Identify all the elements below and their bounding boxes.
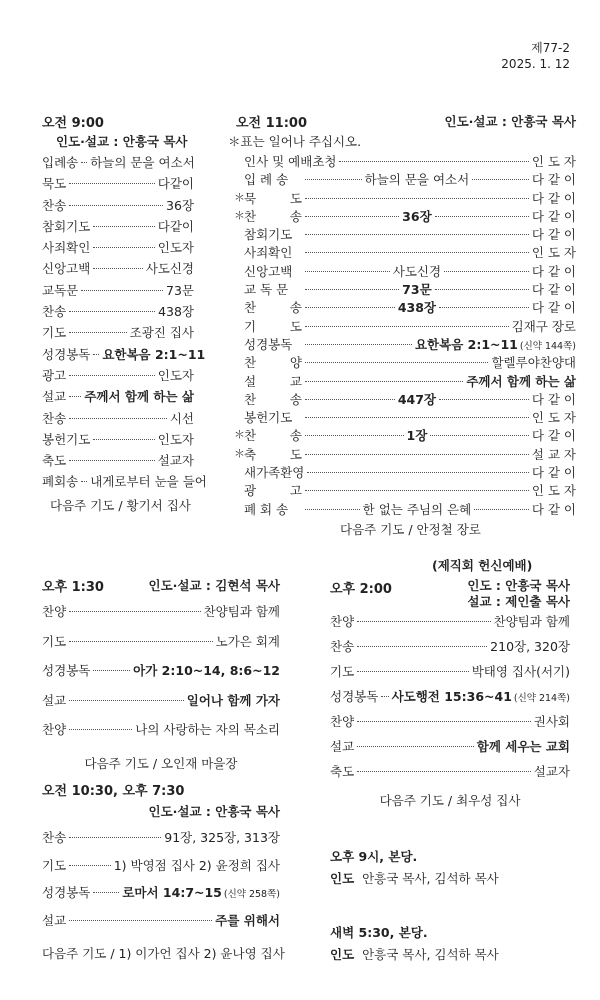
order-item bbox=[234, 445, 576, 463]
order-item bbox=[330, 662, 570, 687]
dotted-leader bbox=[69, 396, 81, 397]
item-value: 찬양팀과 함께 bbox=[493, 614, 570, 629]
item-value: 할렐루야찬양대 bbox=[491, 355, 576, 371]
item-label: 찬송 bbox=[42, 410, 67, 426]
order-item bbox=[42, 602, 280, 632]
stand-marker-icon: ＊ bbox=[234, 190, 245, 204]
item-value: 시선 bbox=[169, 410, 194, 426]
next-week-prayer: 다음주 기도 / 최우성 집사 bbox=[379, 793, 521, 808]
dotted-leader bbox=[69, 332, 126, 333]
item-value: 인 도 자 bbox=[531, 154, 576, 169]
dotted-leader bbox=[357, 621, 490, 622]
order-item bbox=[244, 298, 576, 316]
dotted-leader bbox=[305, 399, 395, 400]
leader-label: 인도 bbox=[330, 947, 355, 962]
item-detail: 하늘의 문을 여소서 bbox=[364, 172, 470, 188]
item-label: 기도 bbox=[42, 633, 67, 649]
dotted-leader bbox=[93, 892, 119, 893]
dotted-leader bbox=[305, 289, 399, 290]
item-label: 찬송 bbox=[42, 197, 67, 213]
dotted-leader bbox=[69, 311, 155, 312]
standing-note: ＊표는 일어나 주십시오. bbox=[228, 134, 362, 149]
item-value: 다 같 이 bbox=[531, 465, 576, 481]
item-label: 찬송 bbox=[42, 304, 67, 320]
dotted-leader bbox=[430, 435, 529, 436]
service-130pm bbox=[42, 576, 280, 772]
item-label: 성경봉독 bbox=[330, 689, 379, 704]
dotted-leader bbox=[69, 183, 155, 184]
order-item bbox=[330, 687, 570, 712]
item-value: 다 같 이 bbox=[531, 208, 577, 224]
order-item bbox=[330, 612, 570, 637]
order-item bbox=[42, 828, 280, 856]
item-value: 내게로부터 눈을 들어 bbox=[90, 474, 207, 490]
order-item bbox=[42, 661, 280, 691]
order-item bbox=[42, 281, 194, 302]
item-label: 성경봉독 bbox=[42, 346, 91, 362]
service-1030am-730pm bbox=[42, 780, 285, 962]
item-detail: 36장 bbox=[402, 208, 432, 224]
dotted-leader bbox=[357, 646, 487, 647]
item-value: 인도자 bbox=[157, 240, 194, 256]
service-2pm bbox=[330, 556, 570, 809]
item-label: 신앙고백 bbox=[42, 261, 91, 277]
service-time: 오후 1:30 bbox=[42, 580, 104, 595]
order-item bbox=[42, 196, 194, 217]
item-label: 폐회송 bbox=[42, 474, 79, 490]
service-leader: 인도·설교 : 김현석 목사 bbox=[148, 578, 280, 593]
dotted-leader bbox=[305, 326, 509, 327]
order-item bbox=[244, 243, 576, 261]
item-value: 다 같 이 bbox=[531, 428, 576, 444]
service-time: 새벽 5:30, 본당. bbox=[330, 925, 428, 940]
item-value: 다 같 이 bbox=[531, 391, 577, 407]
item-label: 기도 bbox=[330, 664, 355, 679]
item-label: 찬 양 bbox=[244, 355, 302, 371]
item-label: 찬양 bbox=[330, 714, 355, 729]
item-label: 성경봉독 bbox=[244, 336, 293, 352]
order-item bbox=[244, 225, 576, 243]
item-value: 다 같 이 bbox=[531, 172, 576, 188]
order-item bbox=[244, 262, 576, 280]
item-label: 축도 bbox=[42, 453, 67, 469]
order-item bbox=[42, 345, 206, 366]
next-week-prayer: 다음주 기도 / 황기서 집사 bbox=[50, 497, 191, 513]
next-week-prayer: 다음주 기도 / 1) 이가언 집사 2) 윤나영 집사 bbox=[42, 946, 285, 961]
service-subtitle: (제직회 헌신예배) bbox=[432, 558, 533, 573]
dotted-leader bbox=[435, 216, 529, 217]
service-dawn bbox=[330, 922, 570, 966]
item-value: 주를 위해서 bbox=[215, 912, 280, 928]
service-leader: 인도·설교 : 안흥국 목사 bbox=[56, 134, 188, 149]
item-value: 노가은 회계 bbox=[215, 633, 280, 649]
order-item bbox=[42, 409, 194, 430]
item-label: 기 도 bbox=[244, 318, 302, 334]
item-value: 인 도 자 bbox=[531, 483, 576, 499]
dotted-leader bbox=[93, 268, 142, 269]
item-label: 참회기도 bbox=[244, 227, 293, 243]
dotted-leader bbox=[69, 418, 167, 419]
order-list bbox=[42, 602, 280, 750]
dotted-leader bbox=[305, 179, 362, 180]
order-item bbox=[42, 472, 207, 493]
item-value: 인 도 자 bbox=[531, 410, 576, 426]
dotted-leader bbox=[305, 216, 399, 217]
dotted-leader bbox=[339, 161, 528, 162]
service-leader: 인도·설교 : 안흥국 목사 bbox=[148, 804, 280, 819]
item-label: 찬송 bbox=[330, 639, 355, 654]
item-value: 인 도 자 bbox=[531, 245, 576, 261]
order-item bbox=[234, 189, 576, 207]
order-item bbox=[42, 217, 194, 238]
service-9am bbox=[42, 112, 207, 514]
item-label: 성경봉독 bbox=[42, 663, 91, 678]
order-list bbox=[236, 152, 576, 518]
issue-number: 제77-2 bbox=[531, 41, 570, 55]
order-item bbox=[244, 408, 576, 426]
dotted-leader bbox=[69, 837, 161, 838]
item-detail: 한 없는 주님의 은혜 bbox=[362, 501, 472, 517]
item-value: 하늘의 문을 여소서 bbox=[90, 155, 195, 170]
item-value: 주께서 함께 하는 삶 bbox=[466, 373, 576, 389]
order-item bbox=[42, 856, 280, 884]
bulletin-date: 2025. 1. 12 bbox=[501, 57, 570, 71]
dotted-leader bbox=[93, 670, 130, 671]
item-value: 다 같 이 bbox=[531, 263, 576, 279]
service-time: 오전 9:00 bbox=[42, 116, 104, 131]
dotted-leader bbox=[305, 307, 395, 308]
item-value: 주께서 함께 하는 삶 bbox=[84, 389, 194, 405]
item-value: 설교자 bbox=[157, 453, 194, 469]
next-week-prayer: 다음주 기도 / 안정철 장로 bbox=[340, 521, 481, 537]
item-value: 438장 bbox=[158, 304, 194, 320]
item-value: 사도행전 15:36~41 bbox=[391, 689, 512, 704]
item-value: 91장, 325장, 313장 bbox=[164, 830, 280, 845]
item-value: 다같이 bbox=[157, 176, 194, 192]
item-label: 사죄확인 bbox=[244, 245, 293, 261]
order-item bbox=[42, 366, 194, 387]
service-time: 오전 10:30, 오후 7:30 bbox=[42, 784, 185, 799]
dotted-leader bbox=[69, 375, 155, 376]
dotted-leader bbox=[357, 771, 531, 772]
item-detail: 447장 bbox=[397, 391, 436, 407]
order-item bbox=[330, 737, 570, 762]
item-value: 설 교 자 bbox=[531, 446, 576, 462]
dotted-leader bbox=[305, 509, 360, 510]
order-item bbox=[244, 170, 576, 188]
dotted-leader bbox=[435, 289, 529, 290]
item-label: 설교 bbox=[42, 912, 67, 928]
item-value: 다 같 이 bbox=[531, 501, 576, 517]
item-label: 교 독 문 bbox=[244, 282, 289, 298]
item-label: 폐 회 송 bbox=[244, 501, 289, 517]
stand-marker-icon: ＊ bbox=[234, 446, 245, 460]
order-item bbox=[244, 500, 576, 518]
item-label: 참회기도 bbox=[42, 218, 91, 234]
item-value: 사도신경 bbox=[145, 261, 194, 277]
order-item bbox=[330, 712, 570, 737]
item-value: 인도자 bbox=[157, 367, 194, 383]
item-label: 찬 송 bbox=[244, 300, 302, 316]
order-item bbox=[42, 153, 194, 174]
order-item bbox=[42, 387, 194, 408]
item-label: 봉헌기도 bbox=[244, 410, 293, 426]
item-value: 다 같 이 bbox=[531, 190, 576, 206]
service-preacher: 설교 : 제인출 목사 bbox=[467, 594, 570, 609]
item-label: 찬양 bbox=[42, 604, 67, 619]
dotted-leader bbox=[439, 307, 529, 308]
item-value: 210장, 320장 bbox=[490, 639, 570, 654]
dotted-leader bbox=[81, 162, 87, 163]
dotted-leader bbox=[69, 641, 212, 642]
dotted-leader bbox=[305, 435, 404, 436]
dotted-leader bbox=[93, 439, 154, 440]
item-label: 찬 송 bbox=[244, 391, 302, 407]
order-item bbox=[42, 451, 194, 472]
item-value: 찬양팀과 함께 bbox=[203, 604, 280, 619]
service-11am bbox=[228, 112, 577, 538]
item-value: 다같이 bbox=[157, 218, 194, 234]
item-label: 기도 bbox=[42, 325, 67, 341]
item-value: 요한복음 2:1~11 bbox=[414, 336, 518, 352]
item-label: 찬 송 bbox=[244, 208, 302, 224]
dotted-leader bbox=[93, 226, 154, 227]
order-item bbox=[330, 637, 570, 662]
item-label: 광 고 bbox=[244, 483, 302, 499]
service-time: 오후 9시, 본당. bbox=[330, 849, 418, 864]
order-item bbox=[42, 259, 194, 280]
dotted-leader bbox=[305, 252, 529, 253]
dotted-leader bbox=[69, 460, 155, 461]
item-value: 일어나 함께 가자 bbox=[186, 692, 280, 708]
dotted-leader bbox=[69, 205, 163, 206]
dotted-leader bbox=[69, 729, 132, 730]
item-label: 입례송 bbox=[42, 155, 79, 170]
item-value: 나의 사랑하는 자의 목소리 bbox=[135, 722, 280, 737]
item-label: 입 례 송 bbox=[244, 172, 289, 188]
bulletin-header bbox=[501, 40, 570, 72]
item-value: 다 같 이 bbox=[531, 300, 577, 316]
item-label: 신앙고백 bbox=[244, 263, 293, 279]
item-value: 권사회 bbox=[533, 714, 570, 729]
dotted-leader bbox=[93, 247, 154, 248]
order-item bbox=[244, 335, 576, 353]
page-reference: (신약 144쪽) bbox=[519, 340, 576, 352]
item-label: 축도 bbox=[330, 764, 355, 779]
service-leader: 인도·설교 : 안흥국 목사 bbox=[444, 114, 576, 129]
item-detail: 438장 bbox=[397, 300, 436, 316]
item-label: 설 교 bbox=[244, 373, 302, 389]
dotted-leader bbox=[307, 472, 528, 473]
item-label: 교독문 bbox=[42, 282, 79, 298]
item-value: 73문 bbox=[166, 282, 194, 298]
dotted-leader bbox=[69, 920, 212, 921]
service-time: 오후 2:00 bbox=[330, 582, 392, 597]
order-item bbox=[244, 152, 576, 170]
dotted-leader bbox=[69, 611, 200, 612]
dotted-leader bbox=[69, 700, 184, 701]
dotted-leader bbox=[81, 290, 163, 291]
next-week-prayer: 다음주 기도 / 오인재 마을장 bbox=[84, 755, 238, 771]
dotted-leader bbox=[93, 354, 99, 355]
page-reference: (신약 258쪽) bbox=[223, 889, 280, 900]
dotted-leader bbox=[305, 271, 390, 272]
service-time: 오전 11:00 bbox=[236, 116, 308, 131]
dotted-leader bbox=[305, 454, 529, 455]
order-list bbox=[330, 612, 570, 787]
item-value: 김재구 장로 bbox=[511, 318, 576, 334]
dotted-leader bbox=[439, 399, 529, 400]
order-item bbox=[244, 390, 576, 408]
order-item bbox=[234, 426, 576, 444]
item-label: 성경봉독 bbox=[42, 885, 91, 900]
item-detail: 73문 bbox=[402, 282, 432, 298]
order-item bbox=[244, 372, 576, 390]
item-value: 인도자 bbox=[157, 431, 194, 447]
item-label: 설교 bbox=[42, 389, 67, 405]
dotted-leader bbox=[444, 271, 529, 272]
item-label: 묵 도 bbox=[244, 190, 302, 206]
dotted-leader bbox=[381, 696, 388, 697]
dotted-leader bbox=[305, 417, 529, 418]
item-label: 찬 송 bbox=[244, 428, 302, 444]
dotted-leader bbox=[357, 721, 531, 722]
item-value: 박태영 집사(서기) bbox=[471, 664, 570, 679]
item-label: 축 도 bbox=[244, 446, 302, 462]
item-label: 봉헌기도 bbox=[42, 431, 91, 447]
item-value: 아가 2:10~14, 8:6~12 bbox=[133, 663, 280, 678]
order-item bbox=[42, 174, 194, 195]
item-detail: 사도신경 bbox=[392, 263, 442, 279]
item-value: 설교자 bbox=[533, 764, 570, 779]
item-label: 광고 bbox=[42, 367, 67, 383]
order-item bbox=[42, 720, 280, 750]
order-item bbox=[42, 323, 194, 344]
order-item bbox=[244, 317, 576, 335]
stand-marker-icon: ＊ bbox=[234, 428, 245, 442]
order-list bbox=[42, 828, 280, 938]
order-item bbox=[42, 911, 280, 939]
item-label: 설교 bbox=[42, 692, 67, 708]
order-item bbox=[42, 691, 280, 721]
item-label: 설교 bbox=[330, 739, 355, 754]
item-label: 기도 bbox=[42, 857, 67, 873]
dotted-leader bbox=[81, 481, 87, 482]
order-item bbox=[244, 463, 576, 481]
dotted-leader bbox=[474, 509, 529, 510]
dotted-leader bbox=[305, 381, 463, 382]
service-leader: 안흥국 목사, 김석하 목사 bbox=[362, 947, 499, 962]
order-item bbox=[42, 883, 280, 911]
item-label: 찬양 bbox=[330, 614, 355, 629]
order-item bbox=[244, 481, 576, 499]
order-item bbox=[42, 430, 194, 451]
dotted-leader bbox=[305, 234, 529, 235]
order-item bbox=[42, 632, 280, 662]
item-detail: 1장 bbox=[406, 428, 428, 444]
dotted-leader bbox=[357, 671, 469, 672]
order-item bbox=[234, 207, 577, 225]
order-list bbox=[42, 153, 207, 494]
item-value: 36장 bbox=[166, 197, 194, 213]
order-item bbox=[42, 302, 194, 323]
item-label: 인사 및 예배초청 bbox=[244, 154, 337, 169]
order-item bbox=[244, 353, 576, 371]
dotted-leader bbox=[305, 362, 488, 363]
item-value: 요한복음 2:1~11 bbox=[102, 346, 206, 362]
order-item bbox=[330, 762, 570, 787]
item-value: 다 같 이 bbox=[531, 282, 577, 298]
dotted-leader bbox=[357, 746, 474, 747]
service-leader: 안흥국 목사, 김석하 목사 bbox=[362, 871, 499, 886]
item-value: 1) 박영점 집사 2) 윤정희 집사 bbox=[113, 857, 280, 873]
service-9pm bbox=[330, 846, 570, 890]
leader-label: 인도 bbox=[330, 871, 355, 886]
dotted-leader bbox=[305, 198, 529, 199]
dotted-leader bbox=[305, 344, 412, 345]
service-leader: 인도 : 안흥국 목사 bbox=[467, 578, 570, 593]
item-value: 함께 세우는 교회 bbox=[476, 739, 570, 754]
order-item bbox=[244, 280, 576, 298]
page-reference: (신약 214쪽) bbox=[513, 693, 570, 704]
dotted-leader bbox=[69, 865, 111, 866]
item-value: 로마서 14:7~15 bbox=[122, 885, 222, 900]
item-label: 새가족환영 bbox=[244, 465, 305, 481]
item-value: 조광진 집사 bbox=[129, 325, 194, 341]
item-value: 다 같 이 bbox=[531, 227, 576, 243]
item-label: 찬양 bbox=[42, 722, 67, 737]
item-label: 찬송 bbox=[42, 830, 67, 845]
item-label: 묵도 bbox=[42, 176, 67, 192]
order-item bbox=[42, 238, 194, 259]
item-label: 사죄확인 bbox=[42, 240, 91, 256]
stand-marker-icon: ＊ bbox=[234, 208, 245, 222]
dotted-leader bbox=[305, 490, 529, 491]
dotted-leader bbox=[472, 179, 529, 180]
